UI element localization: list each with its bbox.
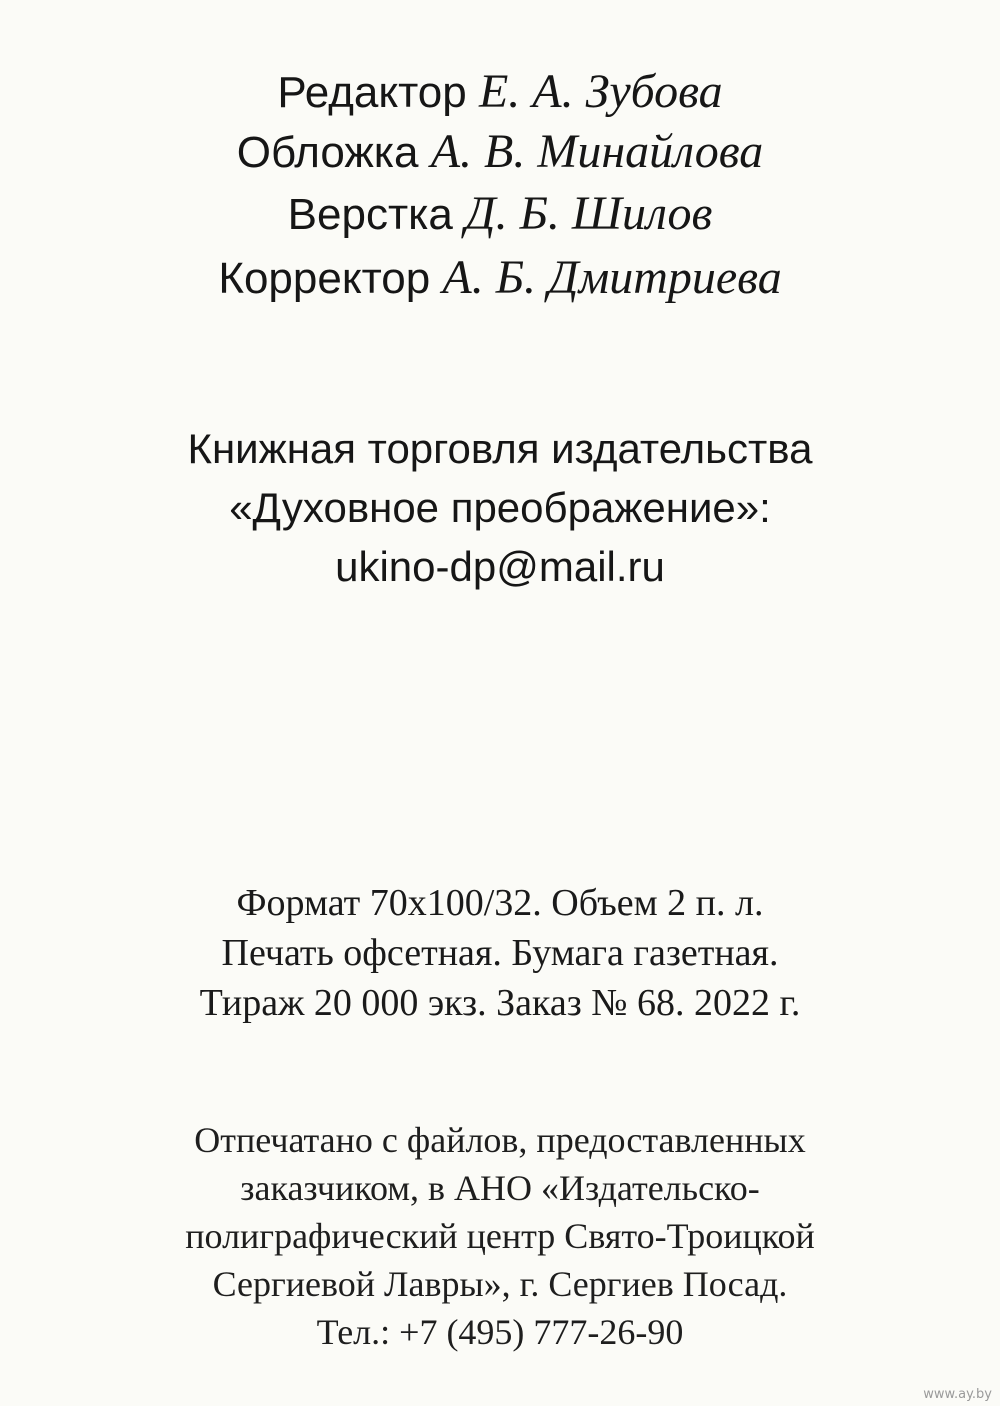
printer-line: заказчиком, в АНО «Издательско- xyxy=(240,1168,760,1208)
credit-name: Е. А. Зубова xyxy=(478,65,723,118)
credit-editor xyxy=(0,65,1000,118)
print-paper-line: Печать офсетная. Бумага газетная. xyxy=(221,932,779,974)
publisher-name: «Духовное преображение»: xyxy=(229,484,771,531)
credit-role: Верстка xyxy=(287,190,453,239)
bookshop-email: ukino-dp@mail.ru xyxy=(335,543,665,590)
credit-layout xyxy=(0,187,1000,240)
printer-line: Отпечатано с файлов, предоставленных xyxy=(194,1120,806,1160)
bookshop-line: Книжная торговля издательства xyxy=(187,425,813,472)
printer-phone: Тел.: +7 (495) 777-26-90 xyxy=(316,1312,684,1352)
credit-name: А. В. Минайлова xyxy=(430,125,764,178)
run-order-line: Тираж 20 000 экз. Заказ № 68. 2022 г. xyxy=(199,982,801,1024)
watermark: www.ay.by xyxy=(923,1387,992,1402)
credit-name: А. Б. Дмитриева xyxy=(442,251,782,304)
credit-role: Корректор xyxy=(218,254,431,303)
credit-name: Д. Б. Шилов xyxy=(465,187,713,240)
printer-line: полиграфический центр Свято-Троицкой xyxy=(185,1216,815,1256)
credit-cover xyxy=(0,125,1000,178)
credit-proofreader xyxy=(0,251,1000,304)
credit-role: Обложка xyxy=(236,128,419,177)
format-line: Формат 70x100/32. Объем 2 п. л. xyxy=(236,882,764,924)
printer-line: Сергиевой Лавры», г. Сергиев Посад. xyxy=(212,1264,788,1304)
credit-role: Редактор xyxy=(277,68,467,117)
